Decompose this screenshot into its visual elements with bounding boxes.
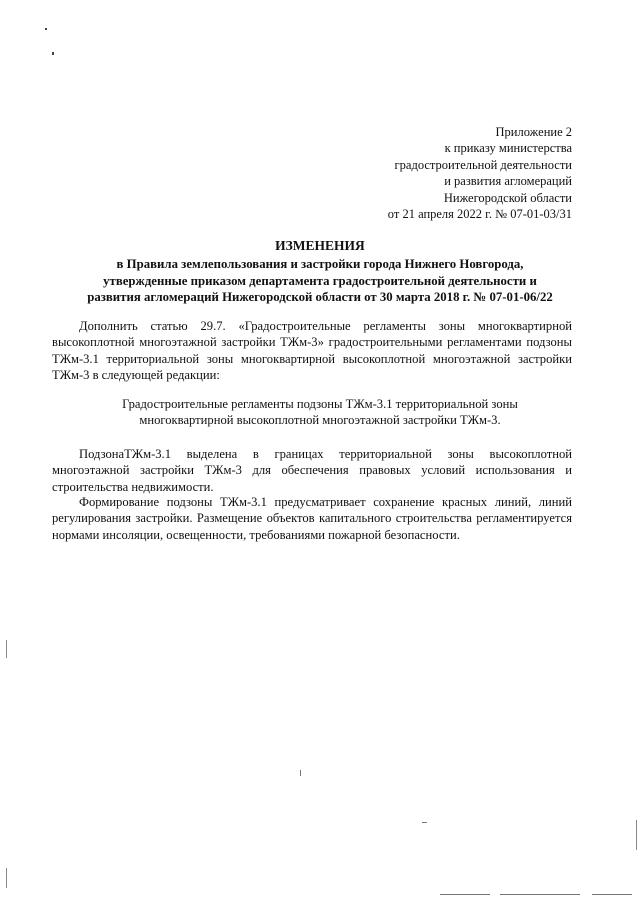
scan-speck <box>52 52 54 55</box>
scan-speck <box>300 770 301 776</box>
appendix-line: градостроительной деятельности <box>394 157 572 172</box>
appendix-line: Приложение 2 <box>495 125 572 139</box>
appendix-line: от 21 апреля 2022 г. № 07-01-03/31 <box>387 207 572 222</box>
scan-bottom-line <box>500 894 580 895</box>
scan-edge-mark <box>6 640 7 658</box>
document-title: ИЗМЕНЕНИЯ <box>275 238 365 253</box>
scan-edge-mark <box>636 820 637 850</box>
paragraph-subzone-description: ПодзонаТЖм-3.1 выделена в границах территориальной зоны высокоплотной многоэтажной застройки ТЖм-3 для обеспечения правовых условий использования и строительства недвижимости. <box>52 447 572 494</box>
scan-bottom-line <box>440 894 490 895</box>
subtitle-line: в Правила землепользования и застройки города Нижнего Новгорода, <box>116 257 524 271</box>
appendix-line: и развития агломераций <box>444 174 572 189</box>
appendix-header <box>388 124 572 222</box>
appendix-line: Нижегородской области <box>443 190 572 205</box>
scan-speck <box>45 28 47 30</box>
document-subtitle <box>40 256 600 306</box>
subtitle-line: развития агломераций Нижегородской области от 30 марта 2018 г. № 07-01-06/22 <box>87 290 553 304</box>
appendix-line: к приказу министерства <box>444 141 572 156</box>
scan-edge-mark <box>6 868 7 888</box>
paragraph-amendment: Дополнить статью 29.7. «Градостроительные регламенты зоны многоквартирной высокоплотной многоэтажной застройки ТЖм-3» градостроительными регламентами подзоны ТЖм-3.1 территориальной зоны многоквартирной высокоплотной многоэтажной застройки ТЖм-3 в следующей редакции: <box>52 319 572 383</box>
section-heading-line: Градостроительные регламенты подзоны ТЖм-3.1 территориальной зоны <box>122 397 518 411</box>
section-heading <box>40 396 600 429</box>
scan-bottom-line <box>592 894 632 895</box>
paragraph-subzone-formation: Формирование подзоны ТЖм-3.1 предусматривает сохранение красных линий, линий регулирования застройки. Размещение объектов капитального строительства регламентируется нормами инсоляции, освещенности, требованиями пожарной безопасности. <box>52 495 572 542</box>
section-heading-line: многоквартирной высокоплотной многоэтажной застройки ТЖм-3. <box>139 413 501 428</box>
scan-speck <box>422 822 427 823</box>
subtitle-line: утвержденные приказом департамента градостроительной деятельности и <box>103 273 537 288</box>
